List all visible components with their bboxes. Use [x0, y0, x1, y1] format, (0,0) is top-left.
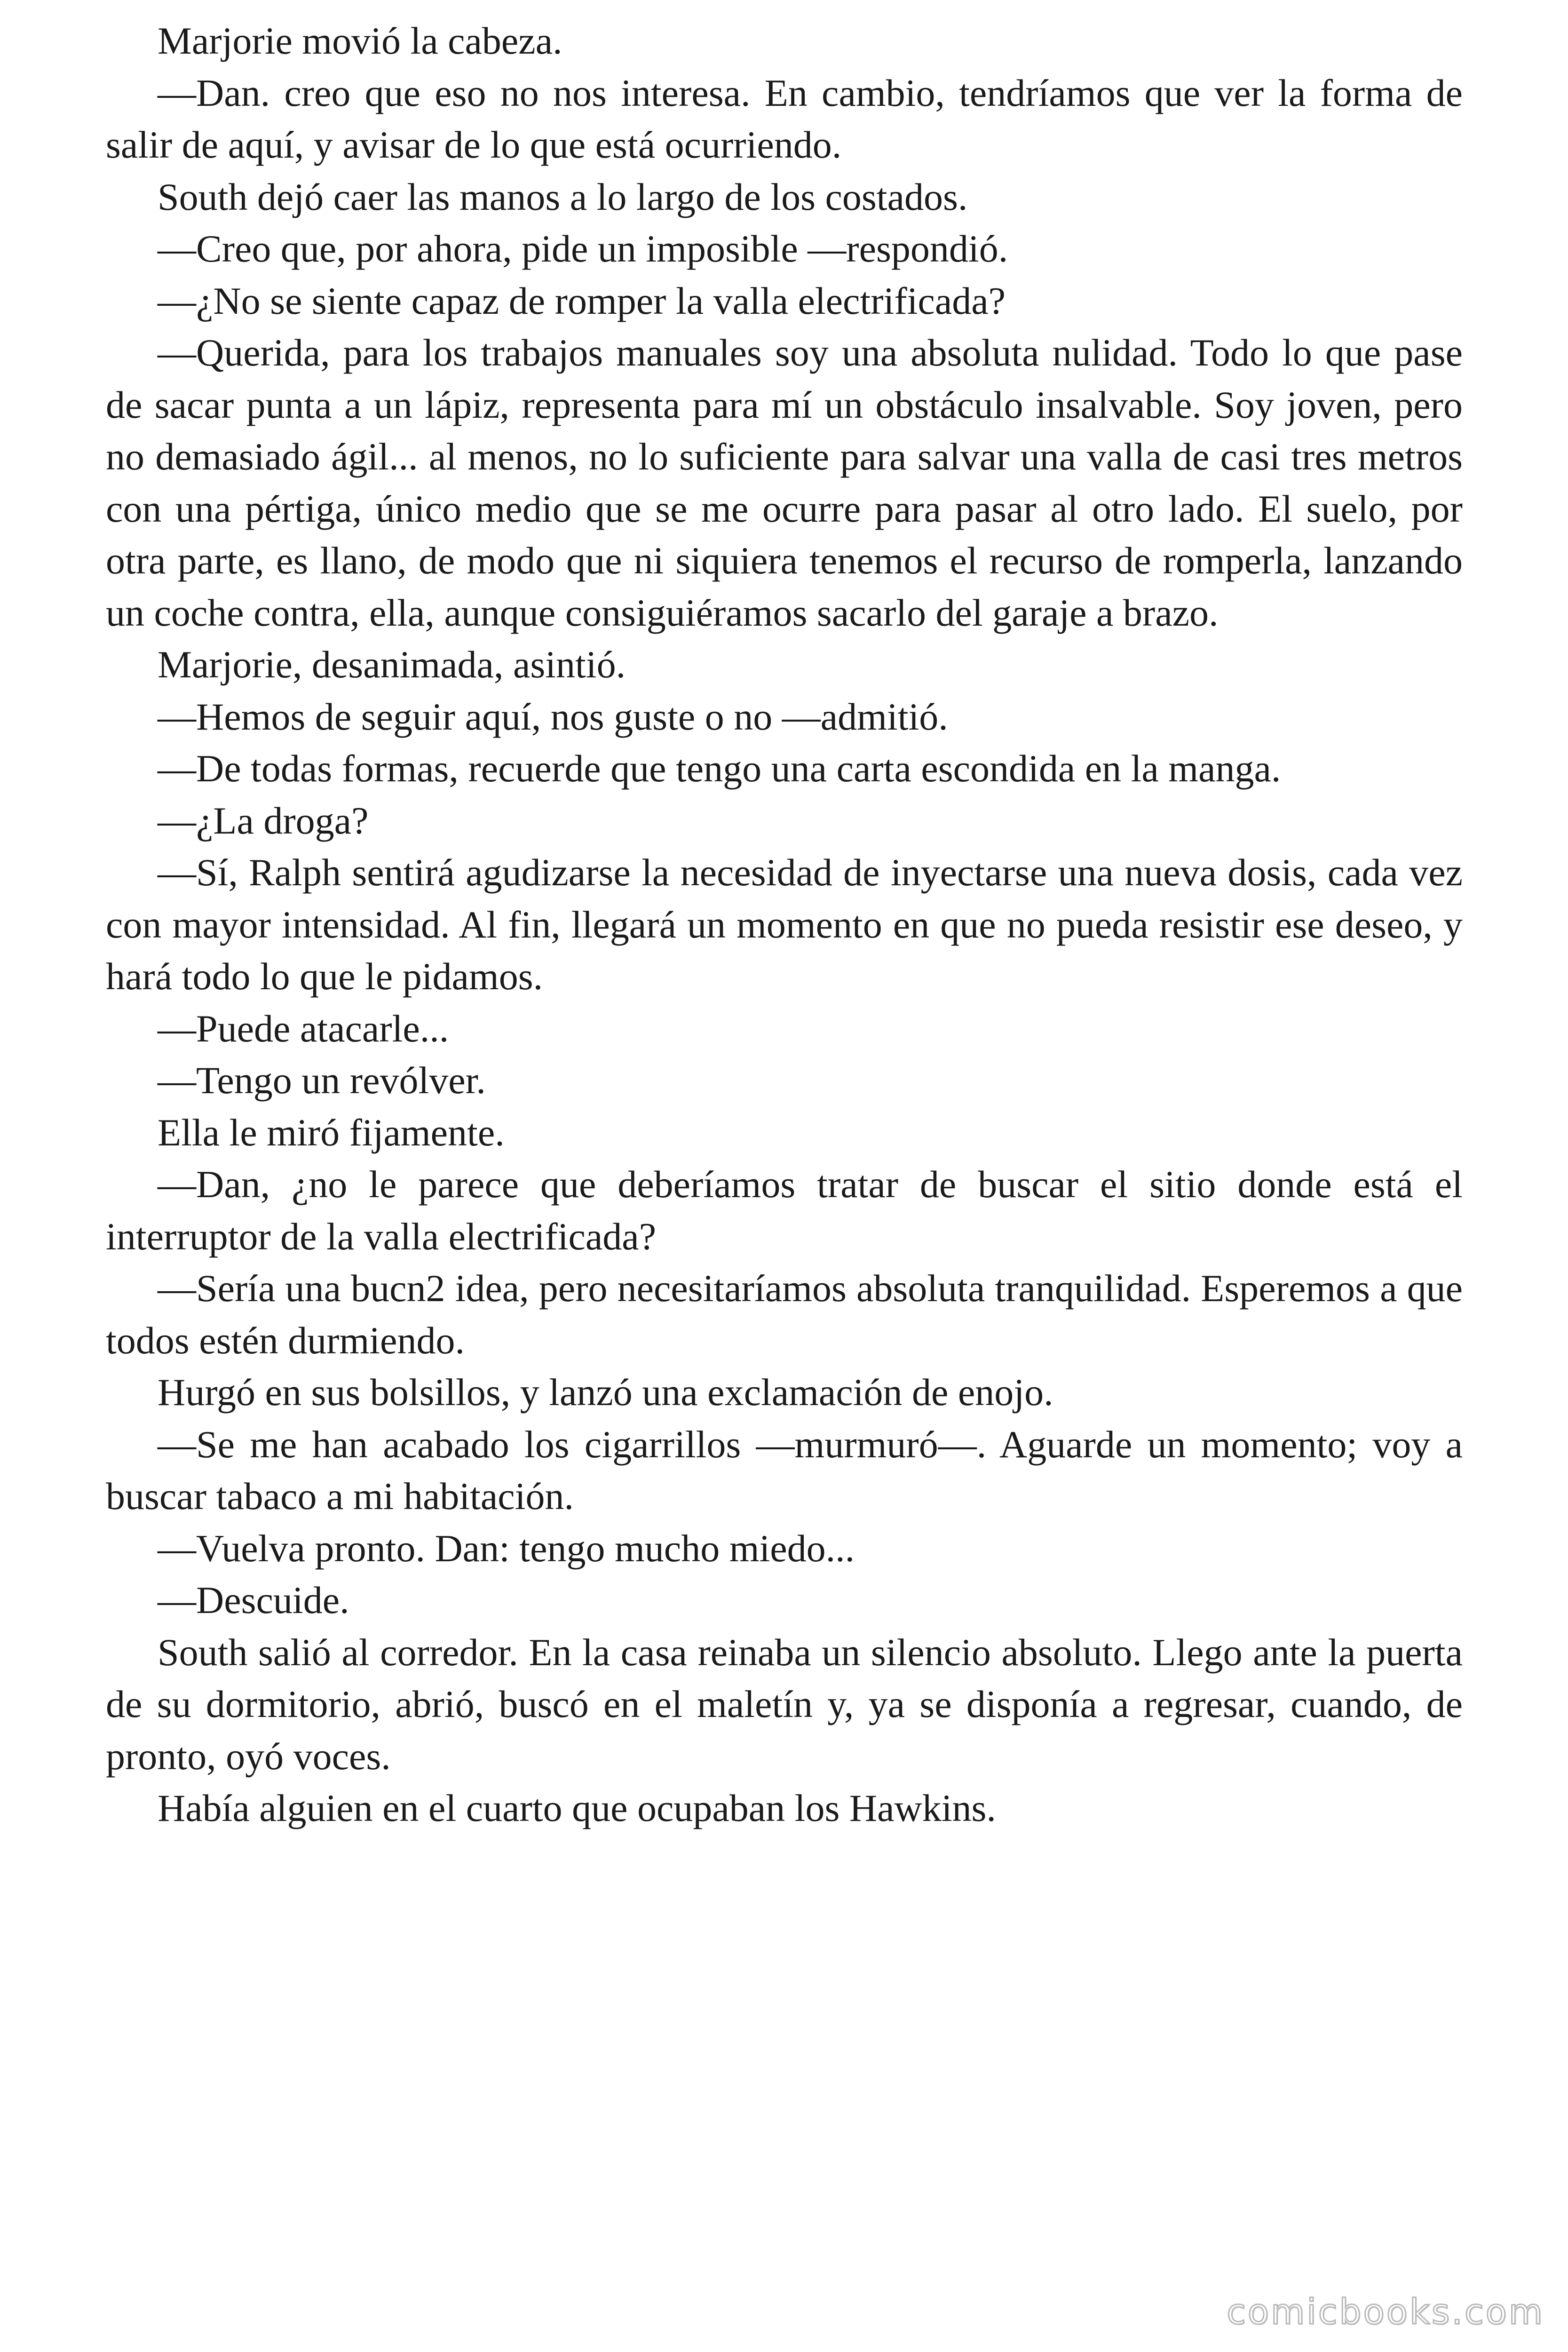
paragraph: —Puede atacarle... [158, 1007, 449, 1050]
paragraph: —Hemos de seguir aquí, nos guste o no —admitió. [158, 695, 948, 738]
paragraph: —De todas formas, recuerde que tengo una carta escondida en la manga. [158, 747, 1281, 790]
paragraph: Había alguien en el cuarto que ocupaban los Hawkins. [158, 1787, 996, 1829]
watermark: comicbooks.com [1227, 2292, 1544, 2332]
paragraph: Marjorie movió la cabeza. [158, 19, 562, 62]
paragraph: —Vuelva pronto. Dan: tengo mucho miedo... [158, 1526, 855, 1570]
paragraph: South salió al corredor. En la casa reinaba un silencio absoluto. Llego ante la puerta de su dormitorio, abrió, buscó en el maletín y, ya se disponía a regresar, cuando, de pronto, oyó voces. [106, 1630, 1463, 1778]
paragraph: —Sería una bucn2 idea, pero necesitaríamos absoluta tranquilidad. Esperemos a que todos estén durmiendo. [106, 1267, 1463, 1362]
paragraph: —Dan. creo que eso no nos interesa. En cambio, tendríamos que ver la forma de salir de aquí, y avisar de lo que está ocurriendo. [106, 71, 1463, 166]
paragraph: —Descuide. [158, 1579, 349, 1621]
paragraph: Ella le miró fijamente. [158, 1111, 505, 1154]
paragraph: —Se me han acabado los cigarrillos —murmuró—. Aguarde un momento; voy a buscar tabaco a mi habitación. [106, 1422, 1463, 1518]
paragraph: —¿No se siente capaz de romper la valla electrificada? [158, 279, 1006, 322]
text-body [106, 15, 1463, 1835]
paragraph: —Querida, para los trabajos manuales soy una absoluta nulidad. Todo lo que pase de sacar punta a un lápiz, representa para mí un obstáculo insalvable. Soy joven, pero no demasiado ágil... al menos, no lo suficiente para salvar una valla de casi tres metros con una pértiga, único medio que se me ocurre para pasar al otro lado. El suelo, por otra parte, es llano, de modo que ni siquiera tenemos el recurso de romperla, lanzando un coche contra, ella, aunque consiguiéramos sacarlo del garaje a brazo. [106, 331, 1463, 634]
paragraph: —Tengo un revólver. [158, 1059, 486, 1102]
paragraph: Marjorie, desanimada, asintió. [158, 643, 626, 686]
paragraph: —Sí, Ralph sentirá agudizarse la necesidad de inyectarse una nueva dosis, cada vez con mayor intensidad. Al fin, llegará un momento en que no pueda resistir ese deseo, y hará todo lo que le pidamos. [106, 851, 1463, 998]
paragraph: —Dan, ¿no le parece que deberíamos tratar de buscar el sitio donde está el interruptor de la valla electrificada? [106, 1163, 1463, 1258]
paragraph: Hurgó en sus bolsillos, y lanzó una exclamación de enojo. [158, 1371, 1053, 1414]
paragraph: —Creo que, por ahora, pide un imposible —respondió. [158, 227, 1008, 270]
paragraph: South dejó caer las manos a lo largo de los costados. [158, 175, 968, 218]
paragraph: —¿La droga? [158, 799, 369, 842]
